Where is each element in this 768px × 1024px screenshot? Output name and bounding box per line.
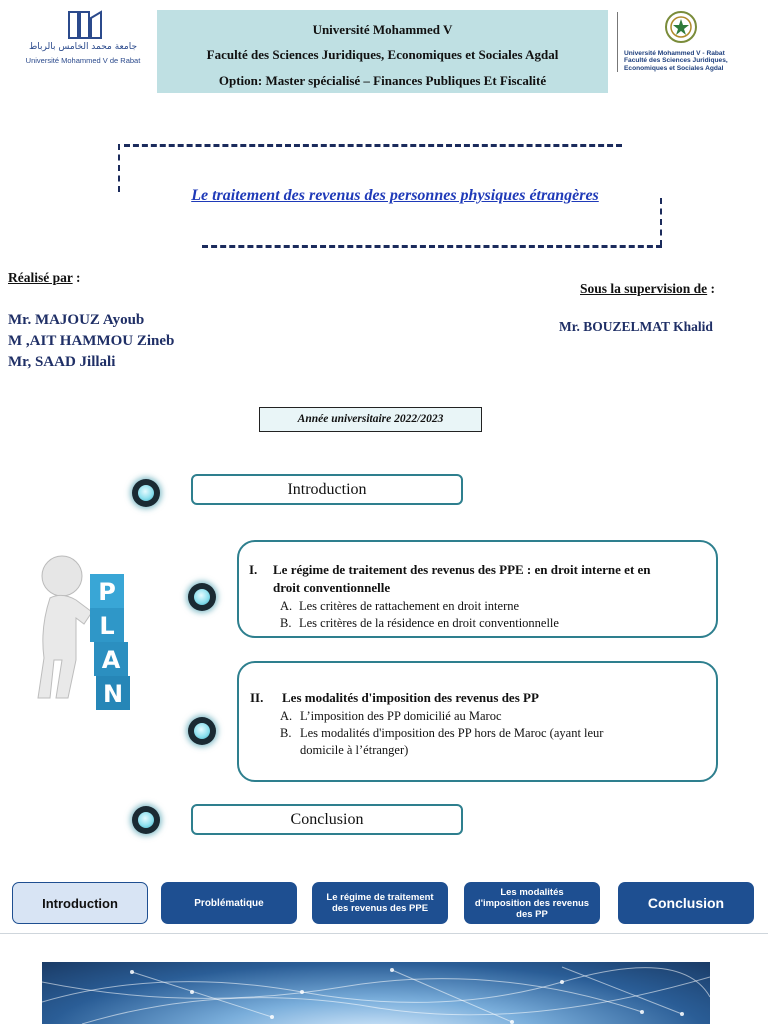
plan-section-1 <box>237 540 718 638</box>
title-frame-top <box>124 144 622 147</box>
header-university: Université Mohammed V <box>312 22 453 37</box>
faculty-seal-icon <box>664 10 698 44</box>
plan-section-2 <box>237 661 718 782</box>
author-name: Mr, SAAD Jillali <box>8 354 116 370</box>
section-1-item-letter: A. <box>280 599 293 613</box>
faculty-logo-text: Université Mohammed V - Rabat Faculté des Sciences Juridiques, Economiques et Sociales Agdal <box>624 50 728 72</box>
bullet-dot-icon <box>188 583 216 611</box>
academic-year-box: Année universitaire 2022/2023 <box>259 407 482 432</box>
header-option: Option: Master spécialisé – Finances Publiques Et Fiscalité <box>218 73 547 88</box>
author-name: M ,AIT HAMMOU Zineb <box>8 333 175 349</box>
university-emblem-icon <box>68 10 102 40</box>
nav-modalites-button[interactable]: Les modalités d'imposition des revenus des PP <box>464 882 600 924</box>
section-2-numeral: II. <box>250 690 264 705</box>
plan-illustration <box>32 548 152 724</box>
nav-conclusion-button[interactable]: Conclusion <box>618 882 754 924</box>
university-logo-left <box>22 10 144 70</box>
document-title: Le traitement des revenus des personnes physiques étrangères <box>191 187 599 204</box>
section-2-item-b-cont: domicile à l’étranger) <box>300 743 409 757</box>
section-1-numeral: I. <box>249 562 258 577</box>
section-2-item-letter: A. <box>280 709 293 723</box>
logo-arabic-text: جامعة محمد الخامس بالرباط <box>28 42 138 52</box>
section-1-item-b: Les critères de la résidence en droit conventionnelle <box>299 616 559 630</box>
header-institution-box <box>157 10 608 93</box>
supervisor-name: Mr. BOUZELMAT Khalid <box>559 319 713 334</box>
supervision-label: Sous la supervision de : <box>580 281 716 296</box>
section-2-item-a: L’imposition des PP domicilié au Maroc <box>300 709 502 723</box>
title-frame-right <box>660 198 662 246</box>
plan-letter: A <box>101 646 121 674</box>
section-2-item-b: Les modalités d'imposition des PP hors de Maroc (ayant leur <box>300 726 604 740</box>
section-1-title-line2: droit conventionnelle <box>273 580 391 595</box>
nav-problematique-button[interactable]: Problématique <box>161 882 297 924</box>
section-1-title-line1: Le régime de traitement des revenus des PPE : en droit interne et en <box>273 562 651 577</box>
plan-letter: N <box>102 680 124 708</box>
header-divider <box>617 12 618 72</box>
network-banner-image <box>42 962 710 1024</box>
nav-regime-button[interactable]: Le régime de traitement des revenus des PPE <box>312 882 448 924</box>
authors-list <box>8 310 174 373</box>
plan-conclusion: Conclusion <box>191 804 463 835</box>
title-frame-left <box>118 144 120 192</box>
author-name: Mr. MAJOUZ Ayoub <box>8 312 145 328</box>
section-2-item-letter: B. <box>280 726 292 740</box>
nav-introduction-button[interactable]: Introduction <box>12 882 148 924</box>
logo-latin-text: Université Mohammed V de Rabat <box>25 56 141 65</box>
world-network-icon <box>42 962 710 1024</box>
plan-introduction: Introduction <box>191 474 463 505</box>
faculty-logo-right <box>624 10 764 72</box>
section-2-title: Les modalités d'imposition des revenus des PP <box>282 690 539 705</box>
section-1-item-a: Les critères de rattachement en droit interne <box>299 599 520 613</box>
page-separator <box>0 933 768 934</box>
section-1-item-letter: B. <box>280 616 292 630</box>
authors-label: Réalisé par : <box>8 270 81 285</box>
plan-letter: L <box>99 612 115 640</box>
header-faculty: Faculté des Sciences Juridiques, Economiques et Sociales Agdal <box>206 47 559 62</box>
title-frame-bottom <box>202 245 662 248</box>
bullet-dot-icon <box>132 479 160 507</box>
plan-letter: P <box>98 578 116 606</box>
bullet-dot-icon <box>132 806 160 834</box>
bullet-dot-icon <box>188 717 216 745</box>
